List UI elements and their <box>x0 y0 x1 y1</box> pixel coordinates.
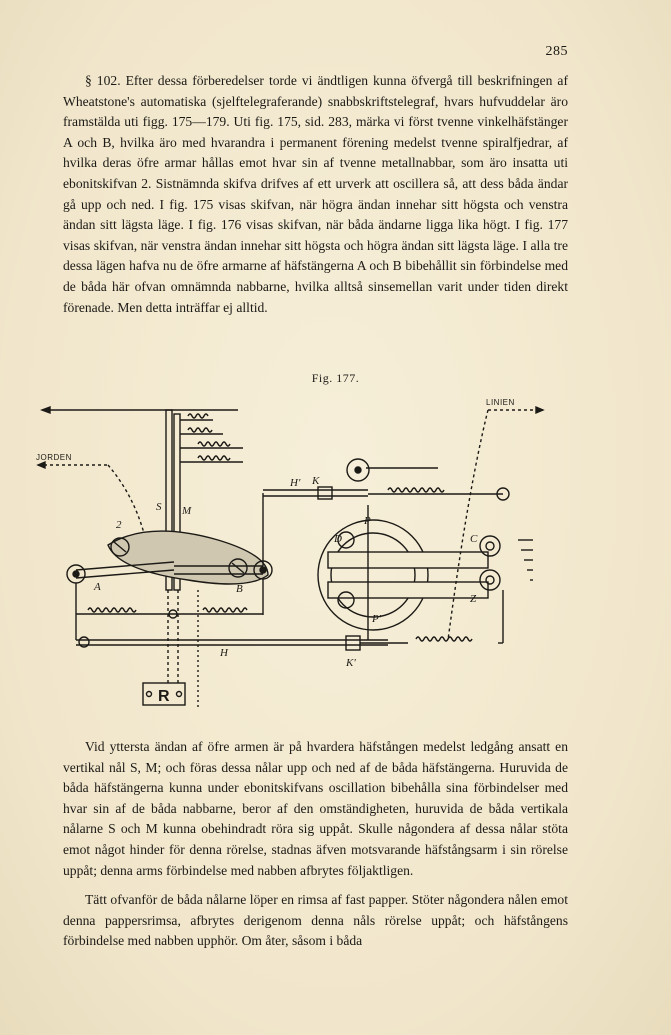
spring-right-2 <box>198 456 230 460</box>
label-h: H <box>220 647 228 659</box>
telegraph-mechanism-drawing <box>28 390 548 720</box>
label-2: 2 <box>116 519 122 531</box>
spring-upper-right <box>388 488 444 492</box>
label-d: D <box>334 533 342 545</box>
figure-177-telegraph-diagram <box>28 390 548 720</box>
contact-k-prime <box>346 636 360 650</box>
pivot-c <box>480 536 500 556</box>
contact-k <box>318 487 332 499</box>
page-number: 285 <box>545 44 568 59</box>
spring-top <box>188 414 208 418</box>
label-b: B <box>236 583 243 595</box>
label-z: Z <box>470 593 477 605</box>
label-c: C <box>470 533 478 545</box>
label-s: S <box>156 501 162 513</box>
bar-c-upper <box>328 552 488 568</box>
spring-lower-left <box>88 608 136 612</box>
label-p: P <box>364 515 371 527</box>
top-arrow-icon <box>42 407 50 413</box>
label-r: R <box>158 688 170 705</box>
label-p-prime: P' <box>372 613 382 625</box>
label-h-prime: H' <box>290 477 301 489</box>
label-jorden: JORDEN <box>36 453 72 462</box>
spring-mid <box>188 428 212 432</box>
label-k: K <box>312 475 320 487</box>
spring-bottom-right <box>416 637 472 641</box>
paragraph-paper-strip: Tätt ofvanför de båda nålarne löper en rimsa af fast papper. Stöter någondera nålen emot denna pappersrimsa, afbrytes derigenom denna nåls rörelse uppåt; och häfstångens förbindelse med nabben upphör. Om åter, såsom i båda <box>63 892 568 949</box>
paragraph-needles: Vid yttersta ändan af öfre armen är på hvardera häfstången medelst ledgång ansatt en vertikal nål S, M; och föras dessa nålar upp och ned af de båda häfstängerna. Huruvida de båda häfstängerna kunna under ebonitskifvans oscillation bibehålla sina förbindelser med hvar sin af de båda nabbarne, beror af den omständigheten, huruvida de båda vertikala nålarne S och M kunna obehindradt röra sig uppåt. Skulle någondera af dessa nålar stöta emot något hinder för denna rörelse, stadnas äfven motsvarande häfstångsarm i sin rörelse uppåt; denna arms förbindelse med nabben afbrytes följaktligen. <box>63 739 568 878</box>
label-m: M <box>182 505 192 517</box>
label-a: A <box>94 581 101 593</box>
figure-caption: Fig. 177. <box>311 371 360 385</box>
spring-lower-right <box>203 608 247 612</box>
label-linien: LINIEN <box>486 398 515 407</box>
label-k-prime: K' <box>346 657 356 669</box>
paragraph-section-102: § 102. Efter dessa förberedelser torde vi ändtligen kunna öfvergå till beskrifningen af Wheatstone's automatiska (sjelftelegraferande) snabbskriftstelegraf, hvars hufvuddelar äro framstälda uti figg. 175—179. Uti fig. 175, sid. 283, märka vi först tvenne vinkelhäfstänger A och B, hvilka äro med hvarandra i permanent förening medelst tvenne spiralfjedrar, af hvilka deras öfre armar hållas emot hvar sin af tvenne metallnabbar, som äro insatta uti ebonitskifvan 2. Sistnämnda skifva drifves af ett urverk att oscillera så, att dess båda ändar gå upp och ned. I fig. 175 visas skifvan, när högra ändan innehar sitt högsta och venstra ändan sitt lägsta läge. I fig. 176 visas skifvan, när båda ändarne ligga lika högt. I fig. 177 visas skifvan, när venstra ändan innehar sitt högsta och högra ändan sitt lägsta läge. I alla tre dessa lägen hafva nu de öfre armarne af häfstängerna A och B bibehållit sin förbindelse med de båda här ofvan omnämnda nabbarne, hvilka alltså sinsemellan varit under tiden direkt förenade. Men detta inträffar ej alltid. <box>63 73 568 315</box>
spring-right-1 <box>198 442 230 446</box>
ebonite-disk <box>108 531 268 584</box>
